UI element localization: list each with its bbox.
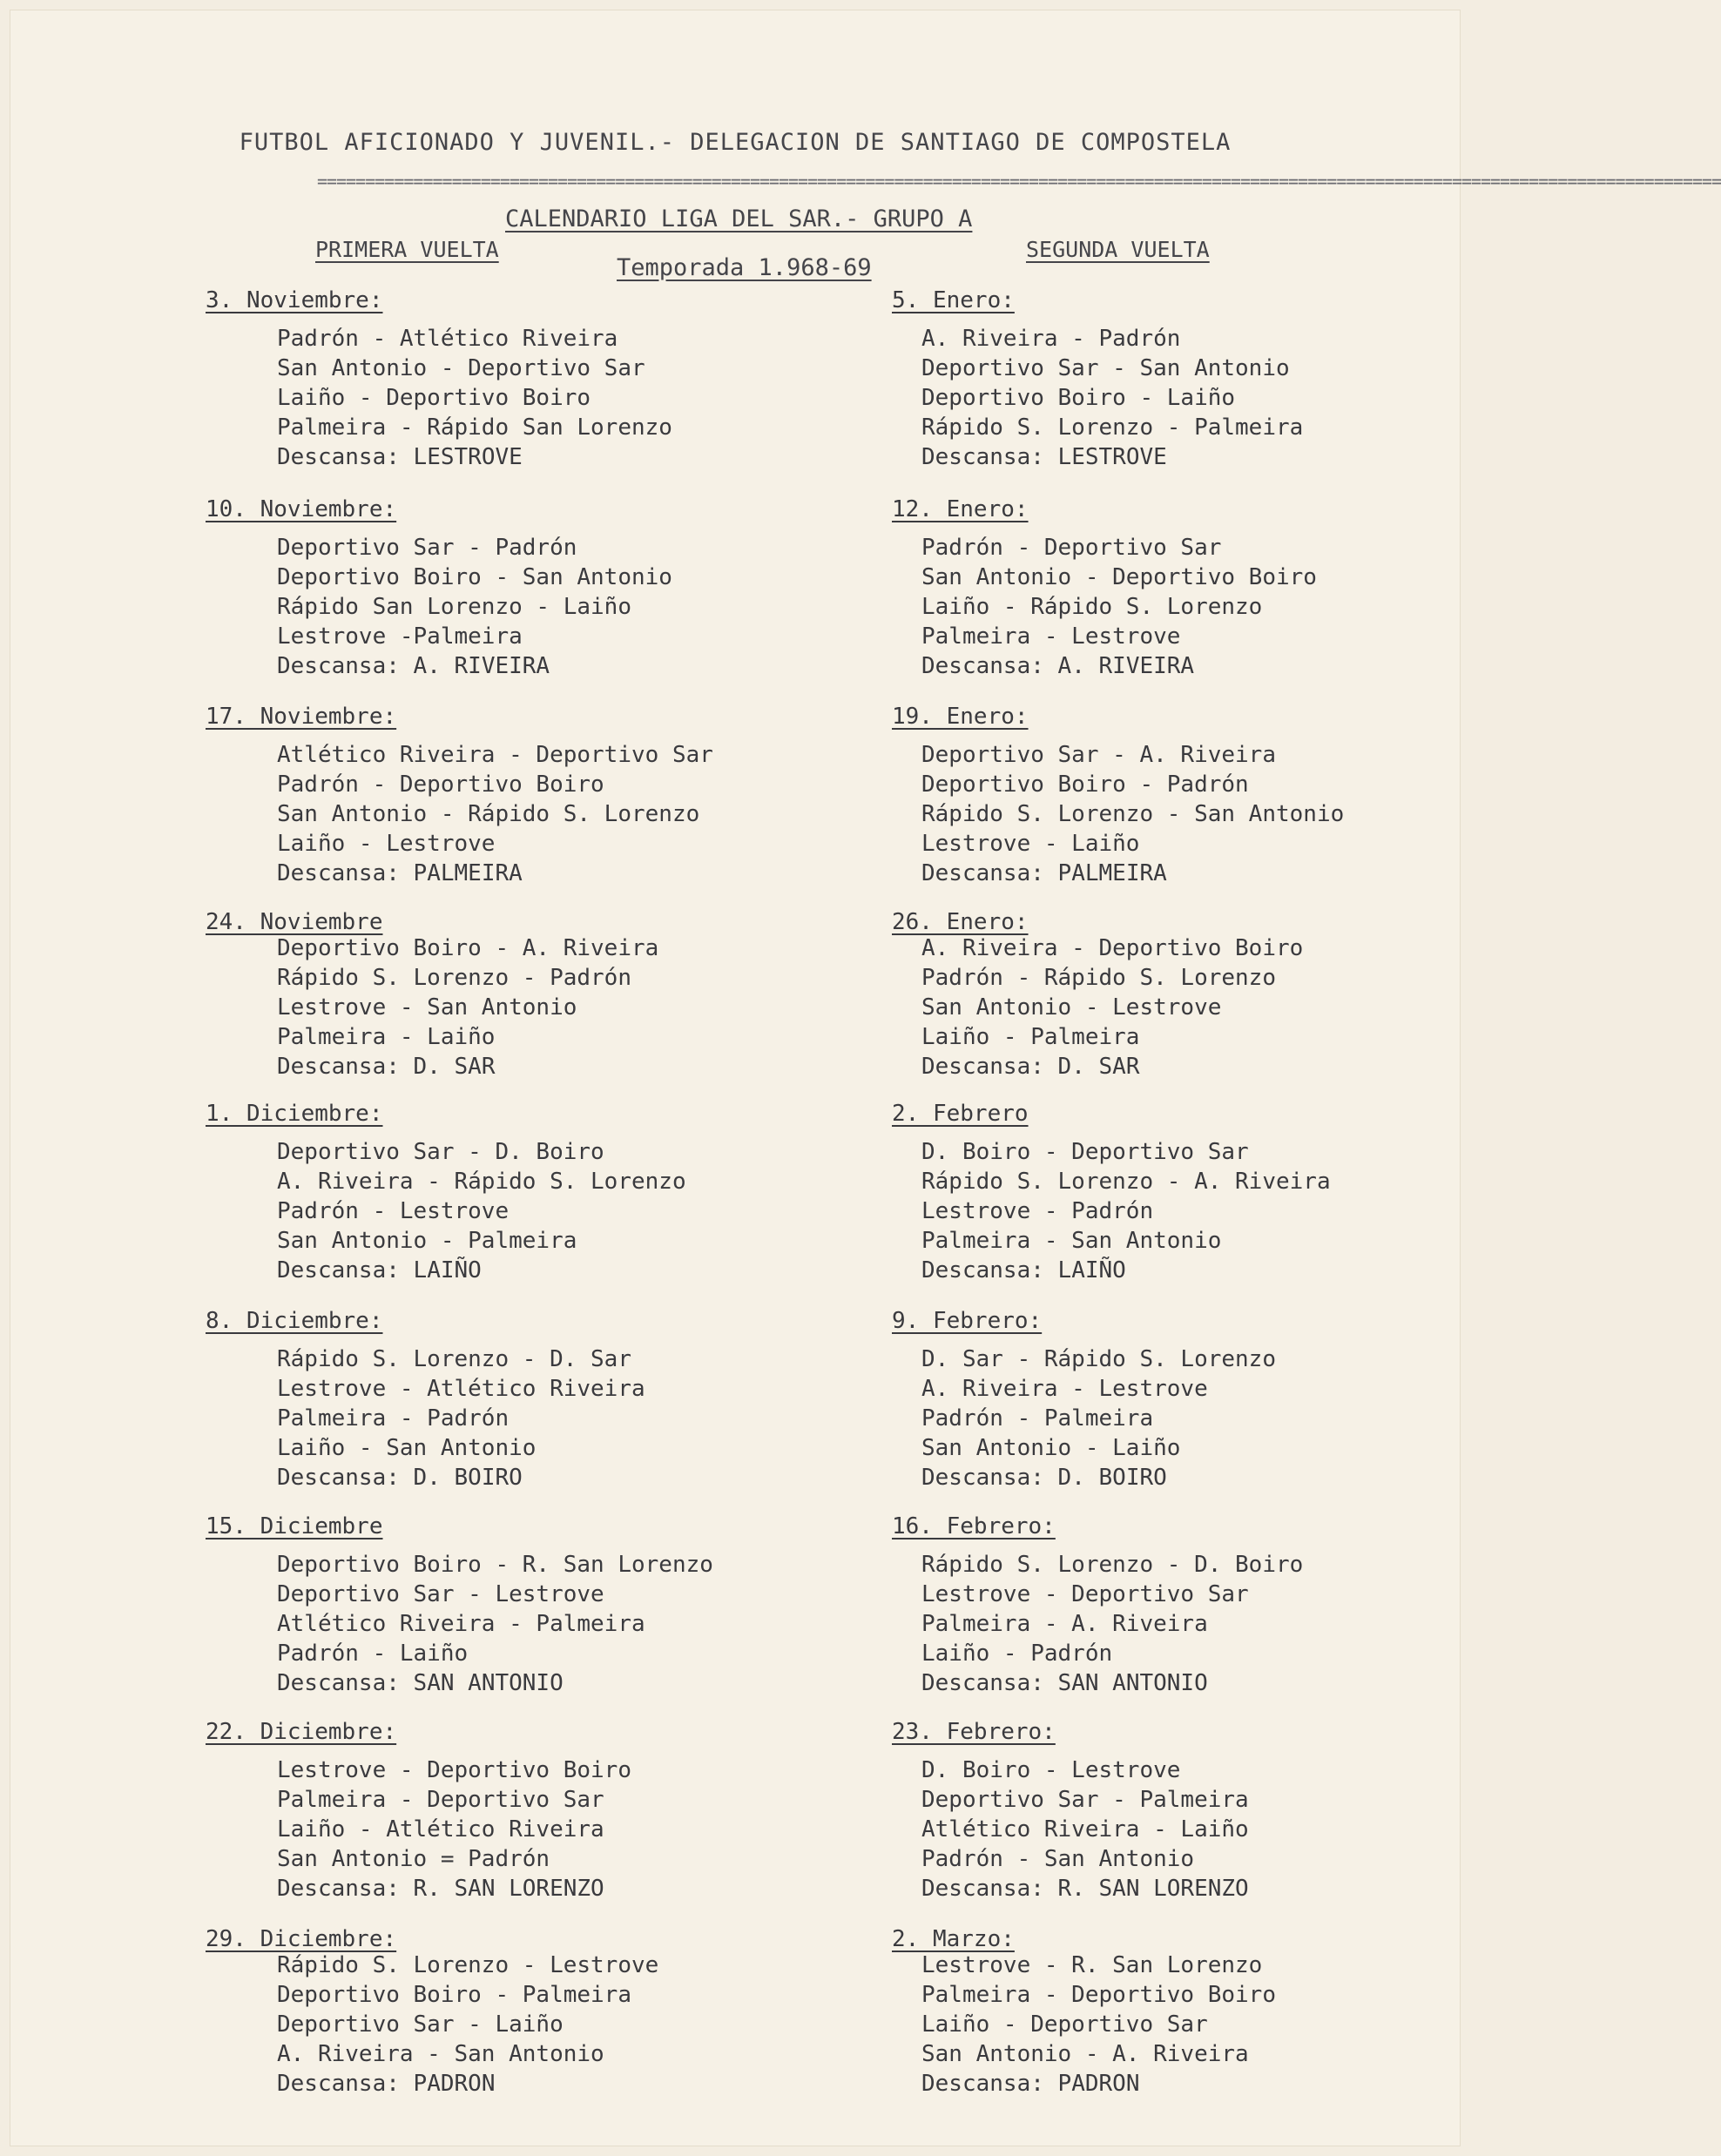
second-round-matchday-9 bbox=[921, 1951, 1276, 2099]
match-line: Rápido S. Lorenzo - Padrón bbox=[277, 965, 631, 991]
second-round-matchday-2 bbox=[921, 533, 1317, 681]
rest-label: Descansa: bbox=[277, 860, 400, 886]
rest-line bbox=[277, 1668, 713, 1698]
first-round-matchday-6 bbox=[277, 1344, 645, 1492]
rest-team: D. BOIRO bbox=[413, 1465, 523, 1491]
match-line: Atlético Riveira - Deportivo Sar bbox=[277, 742, 713, 768]
rest-line bbox=[277, 1463, 645, 1492]
rest-team: PADRON bbox=[413, 2071, 496, 2097]
match-line: A. Riveira - Rápido S. Lorenzo bbox=[277, 1169, 686, 1195]
match-line: Laiño - Palmeira bbox=[921, 1024, 1140, 1050]
match-line: Deportivo Sar - San Antonio bbox=[921, 355, 1290, 381]
first-round-matchday-4 bbox=[277, 933, 658, 1081]
match-line: Lestrove - Padrón bbox=[921, 1198, 1154, 1224]
rest-line bbox=[921, 1668, 1303, 1698]
match-line: Padrón - San Antonio bbox=[921, 1846, 1195, 1872]
match-line: Atlético Riveira - Laiño bbox=[921, 1816, 1249, 1843]
match-line: A. Riveira - Deportivo Boiro bbox=[921, 935, 1304, 961]
match-line: Lestrove -Palmeira bbox=[277, 623, 523, 650]
rest-team: SAN ANTONIO bbox=[413, 1670, 564, 1696]
second-round-date-1: 5. Enero: bbox=[892, 287, 1015, 313]
rest-team: R. SAN LORENZO bbox=[413, 1876, 604, 1902]
rest-label: Descansa: bbox=[921, 1876, 1044, 1902]
rest-line bbox=[277, 2069, 658, 2099]
rest-team: D. SAR bbox=[1057, 1054, 1140, 1080]
rest-label: Descansa: bbox=[277, 2071, 400, 2097]
match-line: Laiño - Lestrove bbox=[277, 831, 496, 857]
rest-label: Descansa: bbox=[921, 860, 1044, 886]
match-line: Atlético Riveira - Palmeira bbox=[277, 1611, 645, 1637]
document-title: FUTBOL AFICIONADO Y JUVENIL.- DELEGACION DE SANTIAGO DE COMPOSTELA bbox=[239, 129, 1232, 156]
rest-team: A. RIVEIRA bbox=[413, 653, 550, 679]
first-round-matchday-3 bbox=[277, 740, 713, 888]
second-round-date-4: 26. Enero: bbox=[892, 909, 1029, 935]
rest-label: Descansa: bbox=[921, 1257, 1044, 1283]
rest-label: Descansa: bbox=[277, 1257, 400, 1283]
second-round-date-6: 9. Febrero: bbox=[892, 1308, 1043, 1334]
second-round-date-5: 2. Febrero bbox=[892, 1101, 1029, 1127]
match-line: Deportivo Boiro - A. Riveira bbox=[277, 935, 659, 961]
rest-label: Descansa: bbox=[921, 444, 1044, 470]
first-round-date-7: 15. Diciembre bbox=[206, 1513, 383, 1540]
match-line: Lestrove - R. San Lorenzo bbox=[921, 1952, 1263, 1978]
match-line: Lestrove - Deportivo Sar bbox=[921, 1581, 1249, 1607]
rest-label: Descansa: bbox=[277, 1054, 400, 1080]
rest-label: Descansa: bbox=[277, 1876, 400, 1902]
match-line: Deportivo Boiro - San Antonio bbox=[277, 564, 672, 590]
first-round-heading: PRIMERA VUELTA bbox=[315, 237, 499, 262]
match-line: A. Riveira - Padrón bbox=[921, 326, 1181, 352]
rest-label: Descansa: bbox=[921, 1054, 1044, 1080]
match-line: Lestrove - Laiño bbox=[921, 831, 1140, 857]
first-round-matchday-5 bbox=[277, 1137, 686, 1285]
match-line: Deportivo Sar - Padrón bbox=[277, 535, 577, 561]
rest-team: LAIÑO bbox=[1057, 1257, 1126, 1283]
rest-line bbox=[277, 442, 672, 472]
match-line: Rápido S. Lorenzo - San Antonio bbox=[921, 801, 1345, 827]
rest-line bbox=[921, 1052, 1303, 1081]
match-line: Lestrove - Atlético Riveira bbox=[277, 1376, 645, 1402]
second-round-matchday-5 bbox=[921, 1137, 1331, 1285]
match-line: San Antonio - Deportivo Boiro bbox=[921, 564, 1317, 590]
rest-line bbox=[277, 1256, 686, 1285]
second-round-matchday-1 bbox=[921, 324, 1303, 472]
first-round-date-3: 17. Noviembre: bbox=[206, 704, 397, 730]
rest-team: LESTROVE bbox=[1057, 444, 1167, 470]
rest-team: D. SAR bbox=[413, 1054, 496, 1080]
rest-line bbox=[921, 859, 1344, 888]
match-line: Rápido San Lorenzo - Laiño bbox=[277, 594, 631, 620]
rest-team: R. SAN LORENZO bbox=[1057, 1876, 1249, 1902]
first-round-matchday-1 bbox=[277, 324, 672, 472]
match-line: Padrón - Deportivo Sar bbox=[921, 535, 1222, 561]
match-line: Deportivo Boiro - Padrón bbox=[921, 771, 1249, 798]
rest-label: Descansa: bbox=[277, 1465, 400, 1491]
first-round-date-1: 3. Noviembre: bbox=[206, 287, 383, 313]
match-line: Rápido S. Lorenzo - Lestrove bbox=[277, 1952, 659, 1978]
double-rule: ================================================================================================================================================== bbox=[317, 171, 1721, 192]
second-round-matchday-3 bbox=[921, 740, 1344, 888]
match-line: Padrón - Laiño bbox=[277, 1641, 469, 1667]
match-line: Palmeira - Deportivo Boiro bbox=[921, 1982, 1276, 2008]
match-line: Rápido S. Lorenzo - D. Sar bbox=[277, 1346, 631, 1372]
match-line: D. Sar - Rápido S. Lorenzo bbox=[921, 1346, 1276, 1372]
match-line: Rápido S. Lorenzo - D. Boiro bbox=[921, 1552, 1304, 1578]
match-line: Palmeira - A. Riveira bbox=[921, 1611, 1208, 1637]
match-line: Deportivo Sar - Lestrove bbox=[277, 1581, 604, 1607]
match-line: San Antonio - Rápido S. Lorenzo bbox=[277, 801, 700, 827]
match-line: Palmeira - Lestrove bbox=[921, 623, 1181, 650]
rest-line bbox=[921, 2069, 1276, 2099]
match-line: Padrón - Atlético Riveira bbox=[277, 326, 618, 352]
second-round-date-9: 2. Marzo: bbox=[892, 1926, 1015, 1952]
match-line: D. Boiro - Deportivo Sar bbox=[921, 1139, 1249, 1165]
rest-line bbox=[921, 442, 1303, 472]
rest-team: A. RIVEIRA bbox=[1057, 653, 1195, 679]
match-line: A. Riveira - Lestrove bbox=[921, 1376, 1208, 1402]
second-round-matchday-8 bbox=[921, 1755, 1249, 1903]
rest-line bbox=[921, 1256, 1331, 1285]
match-line: Lestrove - Deportivo Boiro bbox=[277, 1757, 631, 1783]
first-round-date-9: 29. Diciembre: bbox=[206, 1926, 397, 1952]
match-line: A. Riveira - San Antonio bbox=[277, 2041, 604, 2067]
rest-team: LESTROVE bbox=[413, 444, 523, 470]
match-line: Padrón - Rápido S. Lorenzo bbox=[921, 965, 1276, 991]
match-line: San Antonio - A. Riveira bbox=[921, 2041, 1249, 2067]
match-line: Palmeira - Laiño bbox=[277, 1024, 496, 1050]
match-line: San Antonio - Lestrove bbox=[921, 994, 1222, 1021]
first-round-matchday-7 bbox=[277, 1550, 713, 1698]
match-line: Deportivo Sar - A. Riveira bbox=[921, 742, 1276, 768]
match-line: Laiño - Deportivo Sar bbox=[921, 2011, 1208, 2038]
rest-label: Descansa: bbox=[921, 653, 1044, 679]
match-line: San Antonio = Padrón bbox=[277, 1846, 550, 1872]
first-round-matchday-2 bbox=[277, 533, 672, 681]
rest-label: Descansa: bbox=[277, 444, 400, 470]
match-line: Laiño - Rápido S. Lorenzo bbox=[921, 594, 1263, 620]
match-line: Laiño - Atlético Riveira bbox=[277, 1816, 604, 1843]
match-line: Laiño - San Antonio bbox=[277, 1435, 537, 1461]
second-round-date-7: 16. Febrero: bbox=[892, 1513, 1056, 1540]
rest-team: D. BOIRO bbox=[1057, 1465, 1167, 1491]
rest-label: Descansa: bbox=[277, 653, 400, 679]
rest-team: PADRON bbox=[1057, 2071, 1140, 2097]
rest-label: Descansa: bbox=[921, 2071, 1044, 2097]
calendar-heading: CALENDARIO LIGA DEL SAR.- GRUPO A bbox=[505, 205, 973, 232]
rest-line bbox=[921, 1463, 1276, 1492]
first-round-matchday-9 bbox=[277, 1951, 658, 2099]
rest-line bbox=[277, 1874, 631, 1903]
second-round-matchday-6 bbox=[921, 1344, 1276, 1492]
rest-line bbox=[277, 1052, 658, 1081]
rest-team: SAN ANTONIO bbox=[1057, 1670, 1208, 1696]
second-round-date-3: 19. Enero: bbox=[892, 704, 1029, 730]
match-line: Palmeira - Padrón bbox=[277, 1405, 510, 1432]
first-round-date-5: 1. Diciembre: bbox=[206, 1101, 383, 1127]
match-line: Deportivo Sar - Laiño bbox=[277, 2011, 564, 2038]
second-round-date-2: 12. Enero: bbox=[892, 496, 1029, 522]
rest-line bbox=[277, 859, 713, 888]
match-line: Palmeira - Deportivo Sar bbox=[277, 1787, 604, 1813]
second-round-matchday-7 bbox=[921, 1550, 1303, 1698]
first-round-matchday-8 bbox=[277, 1755, 631, 1903]
match-line: Deportivo Boiro - Palmeira bbox=[277, 1982, 631, 2008]
match-line: Padrón - Deportivo Boiro bbox=[277, 771, 604, 798]
match-line: Rápido S. Lorenzo - A. Riveira bbox=[921, 1169, 1331, 1195]
match-line: San Antonio - Deportivo Sar bbox=[277, 355, 645, 381]
match-line: Palmeira - San Antonio bbox=[921, 1228, 1222, 1254]
rest-team: LAIÑO bbox=[413, 1257, 482, 1283]
match-line: Lestrove - San Antonio bbox=[277, 994, 577, 1021]
match-line: Laiño - Deportivo Boiro bbox=[277, 385, 591, 411]
match-line: Palmeira - Rápido San Lorenzo bbox=[277, 414, 672, 441]
rest-line bbox=[277, 651, 672, 681]
rest-team: PALMEIRA bbox=[1057, 860, 1167, 886]
match-line: San Antonio - Palmeira bbox=[277, 1228, 577, 1254]
season-label: Temporada 1.968-69 bbox=[617, 254, 872, 281]
rest-line bbox=[921, 651, 1317, 681]
second-round-heading: SEGUNDA VUELTA bbox=[1026, 237, 1210, 262]
match-line: D. Boiro - Lestrove bbox=[921, 1757, 1181, 1783]
match-line: Padrón - Lestrove bbox=[277, 1198, 510, 1224]
match-line: San Antonio - Laiño bbox=[921, 1435, 1181, 1461]
rest-line bbox=[921, 1874, 1249, 1903]
match-line: Rápido S. Lorenzo - Palmeira bbox=[921, 414, 1304, 441]
rest-label: Descansa: bbox=[921, 1670, 1044, 1696]
rest-label: Descansa: bbox=[921, 1465, 1044, 1491]
match-line: Deportivo Sar - D. Boiro bbox=[277, 1139, 604, 1165]
match-line: Deportivo Boiro - R. San Lorenzo bbox=[277, 1552, 713, 1578]
second-round-date-8: 23. Febrero: bbox=[892, 1719, 1056, 1745]
first-round-date-2: 10. Noviembre: bbox=[206, 496, 397, 522]
match-line: Padrón - Palmeira bbox=[921, 1405, 1154, 1432]
match-line: Deportivo Sar - Palmeira bbox=[921, 1787, 1249, 1813]
first-round-date-6: 8. Diciembre: bbox=[206, 1308, 383, 1334]
first-round-date-8: 22. Diciembre: bbox=[206, 1719, 397, 1745]
rest-label: Descansa: bbox=[277, 1670, 400, 1696]
rest-team: PALMEIRA bbox=[413, 860, 523, 886]
first-round-date-4: 24. Noviembre bbox=[206, 909, 383, 935]
match-line: Deportivo Boiro - Laiño bbox=[921, 385, 1236, 411]
second-round-matchday-4 bbox=[921, 933, 1303, 1081]
match-line: Laiño - Padrón bbox=[921, 1641, 1113, 1667]
